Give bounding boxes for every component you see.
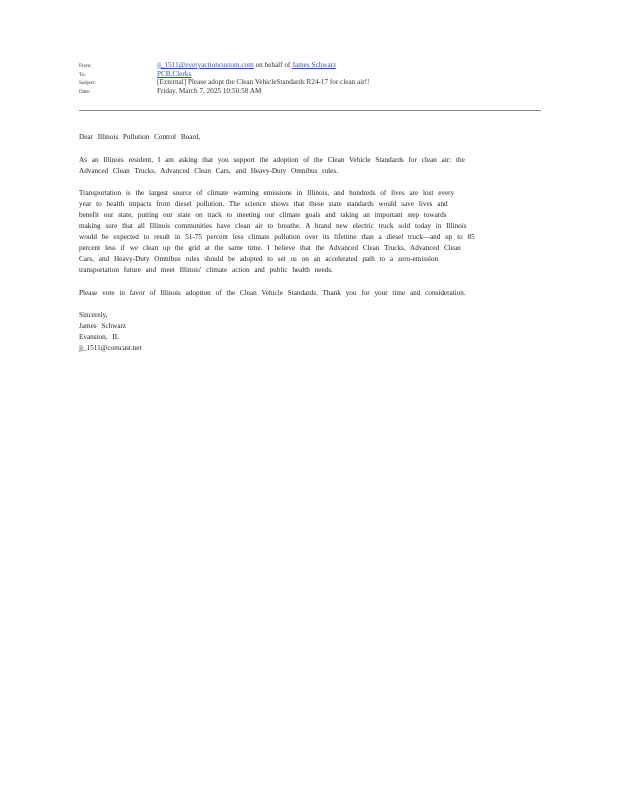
- paragraph-line: Please vote in favor of Illinois adoption of the Clean Vehicle Standards. Thank you for your time and consideration.: [79, 288, 466, 297]
- signature-location: Evanston, IL: [79, 333, 120, 341]
- paragraph-line: year to health impacts from diesel pollution. The science shows that these state standards would save lives and: [79, 200, 448, 208]
- paragraph-line: would be expected to result in 51-75 percent less climate pollution over its lifetime than a diesel truck—and up to 85: [79, 233, 475, 241]
- subject-label: Subject:: [79, 80, 97, 86]
- subject-value: [External] Please adopt the Clean VehicleStandards R24-17 for clean air!!: [157, 78, 370, 86]
- paragraph-line: Transportation is the largest source of climate warming emissions in Illinois, and hundreds of lives are lost every: [79, 189, 455, 197]
- to-row: [79, 70, 541, 79]
- signature-name: James Schwarz: [79, 322, 127, 330]
- email-header: [79, 61, 541, 95]
- date-value: Friday, March 7, 2025 10:50:58 AM: [157, 86, 262, 95]
- paragraph-line: making sure that all Illinois communities have clean air to breathe. A brand new electric truck sold today in Illinois: [79, 222, 467, 230]
- paragraph-3: [79, 288, 549, 299]
- salutation: [79, 132, 549, 143]
- signature-closing: Sincerely,: [79, 311, 108, 319]
- from-email-link[interactable]: jj_1511@everyactioncustom.com: [157, 61, 254, 69]
- from-value: [157, 61, 336, 69]
- to-value-link[interactable]: PCB.Clerks: [157, 69, 192, 78]
- paragraph-line: transportation future and meet Illinois' climate action and public health needs.: [79, 266, 333, 274]
- to-label: To:: [79, 71, 86, 78]
- signature-email: jj_1511@comcast.net: [79, 344, 142, 352]
- paragraph-line: As an Illinois resident, I am asking that you support the adoption of the Clean Vehicle Standards for clean air: the: [79, 155, 465, 164]
- from-name-link[interactable]: James Schwarz: [292, 61, 337, 69]
- email-body: [79, 132, 549, 366]
- date-label: Date:: [79, 88, 91, 95]
- from-label: From:: [79, 63, 92, 69]
- from-row: [79, 61, 541, 70]
- paragraph-line: Cars, and Heavy-Duty Omnibus rules should be adopted to set us on an accelerated path to a zero-emission: [79, 255, 439, 263]
- paragraph-1: [79, 155, 549, 177]
- paragraph-2: [79, 188, 549, 276]
- signature-block: [79, 310, 549, 354]
- paragraph-line: Advanced Clean Trucks, Advanced Clean Cars, and Heavy-Duty Omnibus rules.: [79, 166, 338, 175]
- header-divider: [79, 110, 541, 111]
- paragraph-line: benefit our state, putting our state on track to meeting our climate goals and taking an important step towards: [79, 211, 447, 219]
- date-row: [79, 87, 541, 96]
- on-behalf-text: on behalf of: [253, 61, 293, 69]
- paragraph-line: percent less if we clean up the grid at the same time. I believe that the Advanced Clean Trucks, Advanced Clean: [79, 244, 461, 252]
- subject-row: [79, 78, 541, 87]
- salutation-line: Dear Illinois Pollution Control Board,: [79, 133, 201, 141]
